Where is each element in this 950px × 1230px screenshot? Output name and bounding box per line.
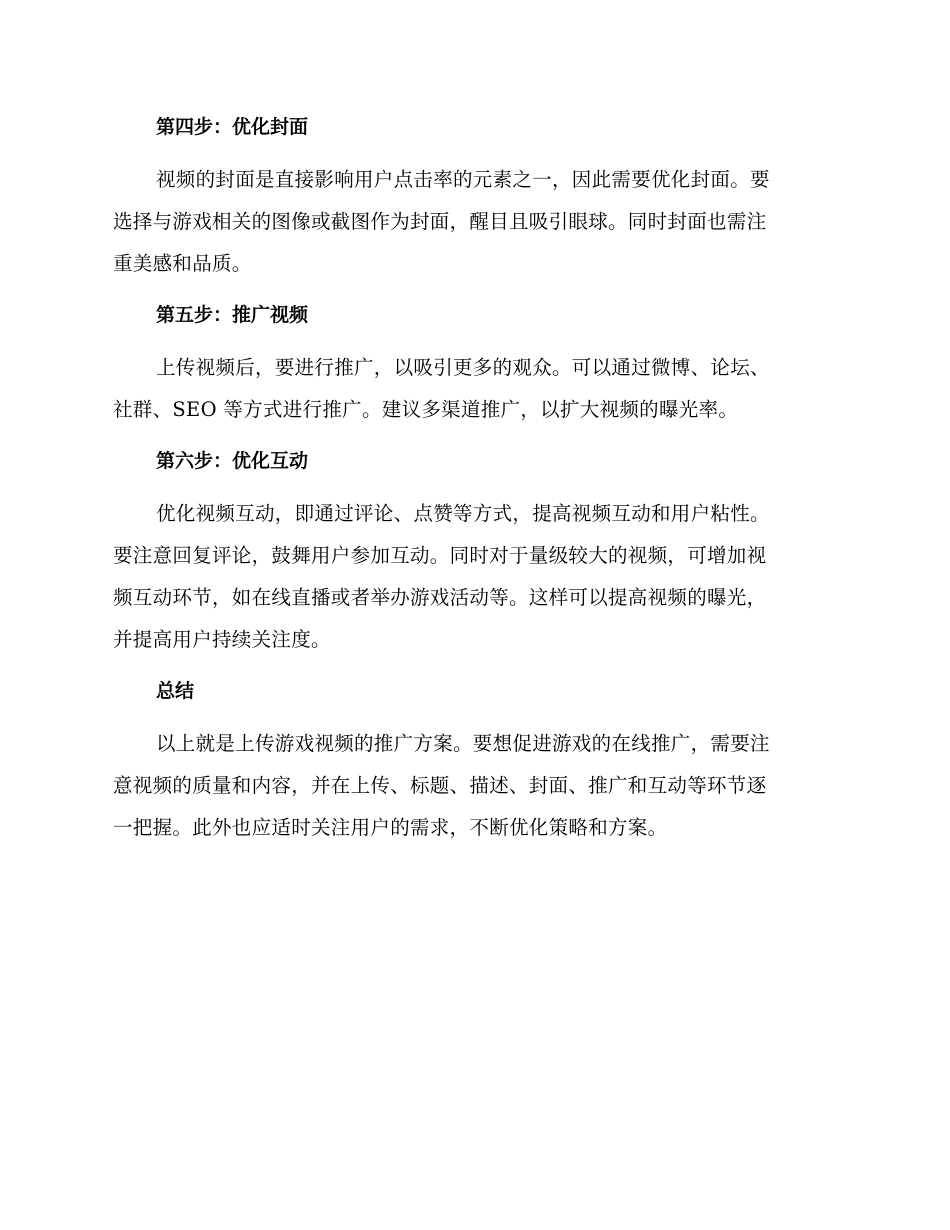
section-heading-summary: 总结 bbox=[156, 680, 195, 702]
section-heading-step5: 第五步：推广视频 bbox=[156, 304, 309, 326]
spacer bbox=[113, 147, 833, 159]
paragraph-line: 要注意回复评论，鼓舞用户参加互动。同时对于量级较大的视频，可增加视 bbox=[113, 544, 767, 567]
paragraph-line: 上传视频后，要进行推广，以吸引更多的观众。可以通过微博、论坛、 bbox=[156, 356, 770, 379]
paragraph-line: 并提高用户持续关注度。 bbox=[113, 628, 331, 651]
paragraph-line: 优化视频互动，即通过评论、点赞等方式，提高视频互动和用户粘性。 bbox=[156, 502, 770, 525]
paragraph-line: 重美感和品质。 bbox=[113, 252, 252, 275]
spacer bbox=[113, 661, 833, 671]
spacer bbox=[113, 431, 833, 441]
section-heading-step4: 第四步：优化封面 bbox=[156, 116, 309, 138]
paragraph-line: 意视频的质量和内容，并在上传、标题、描述、封面、推广和互动等环节逐 bbox=[113, 774, 767, 797]
spacer bbox=[113, 285, 833, 295]
spacer bbox=[113, 335, 833, 347]
section-paragraph-step4 bbox=[113, 159, 833, 285]
paragraph-line: 社群、SEO 等方式进行推广。建议多渠道推广，以扩大视频的曝光率。 bbox=[113, 398, 739, 421]
document-body bbox=[113, 107, 833, 849]
spacer bbox=[113, 481, 833, 493]
paragraph-line: 视频的封面是直接影响用户点击率的元素之一，因此需要优化封面。要 bbox=[156, 168, 770, 191]
section-heading-step6: 第六步：优化互动 bbox=[156, 450, 309, 472]
paragraph-line: 一把握。此外也应适时关注用户的需求，不断优化策略和方案。 bbox=[113, 816, 668, 839]
paragraph-line: 选择与游戏相关的图像或截图作为封面，醒目且吸引眼球。同时封面也需注 bbox=[113, 210, 767, 233]
paragraph-line: 以上就是上传游戏视频的推广方案。要想促进游戏的在线推广，需要注 bbox=[156, 732, 770, 755]
paragraph-line: 频互动环节，如在线直播或者举办游戏活动等。这样可以提高视频的曝光， bbox=[113, 586, 767, 609]
section-paragraph-summary bbox=[113, 723, 833, 849]
section-paragraph-step6 bbox=[113, 493, 833, 661]
section-paragraph-step5 bbox=[113, 347, 833, 431]
spacer bbox=[113, 711, 833, 723]
